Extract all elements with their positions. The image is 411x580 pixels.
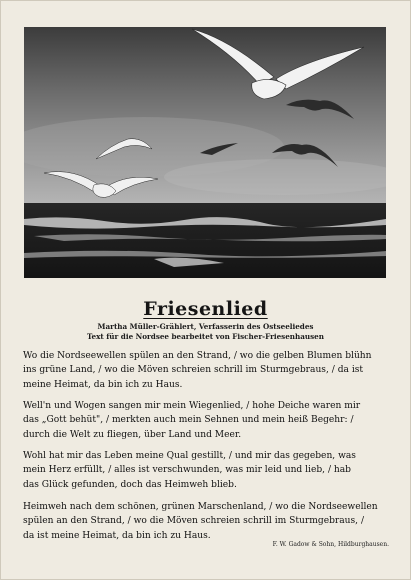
verse-4 <box>23 500 391 543</box>
verse-3 <box>23 449 391 492</box>
seagulls-photo <box>24 27 386 278</box>
verse-line: Heimweh nach dem schönen, grünen Marschenland, / wo die Nordseewellen <box>23 502 378 512</box>
verse-line: mein Herz erfüllt, / alles ist verschwunden, was mir leid und lieb, / hab <box>23 465 352 476</box>
verse-line: Well'n und Wogen sangen mir mein Wiegenlied, / hohe Deiche waren mir <box>23 401 361 411</box>
adaptation-line: Text für die Nordsee bearbeitet von Fischer-Friesenhausen <box>87 332 324 341</box>
verse-line: Wohl hat mir das Leben meine Qual gestillt, / und mir das gegeben, was <box>23 451 356 461</box>
publisher-imprint: F. W. Gadow & Sohn, Hildburghausen. <box>272 541 389 548</box>
song-title: Friesenlied <box>143 298 268 320</box>
verse-line: meine Heimat, da bin ich zu Haus. <box>23 379 183 390</box>
author-line: Martha Müller-Grählert, Verfasserin des Ostseeliedes <box>97 322 314 331</box>
verse-line: da ist meine Heimat, da bin ich zu Haus. <box>23 530 211 541</box>
verse-1 <box>23 349 391 392</box>
verse-line: spülen an den Strand, / wo die Möven schreien schrill im Sturmgebraus, / <box>23 516 365 527</box>
verse-line: durch die Welt zu fliegen, über Land und Meer. <box>23 429 242 440</box>
verse-line: das „Gott behüt", / merkten auch mein Sehnen und mein heiß Begehr: / <box>23 415 354 426</box>
verse-line: das Glück gefunden, doch das Heimweh blieb. <box>23 479 237 490</box>
verse-line: Wo die Nordseewellen spülen an den Strand, / wo die gelben Blumen blühn <box>23 351 372 361</box>
verse-line: ins grüne Land, / wo die Möven schreien schrill im Sturmgebraus, / da ist <box>23 365 364 376</box>
verse-2 <box>23 399 391 442</box>
